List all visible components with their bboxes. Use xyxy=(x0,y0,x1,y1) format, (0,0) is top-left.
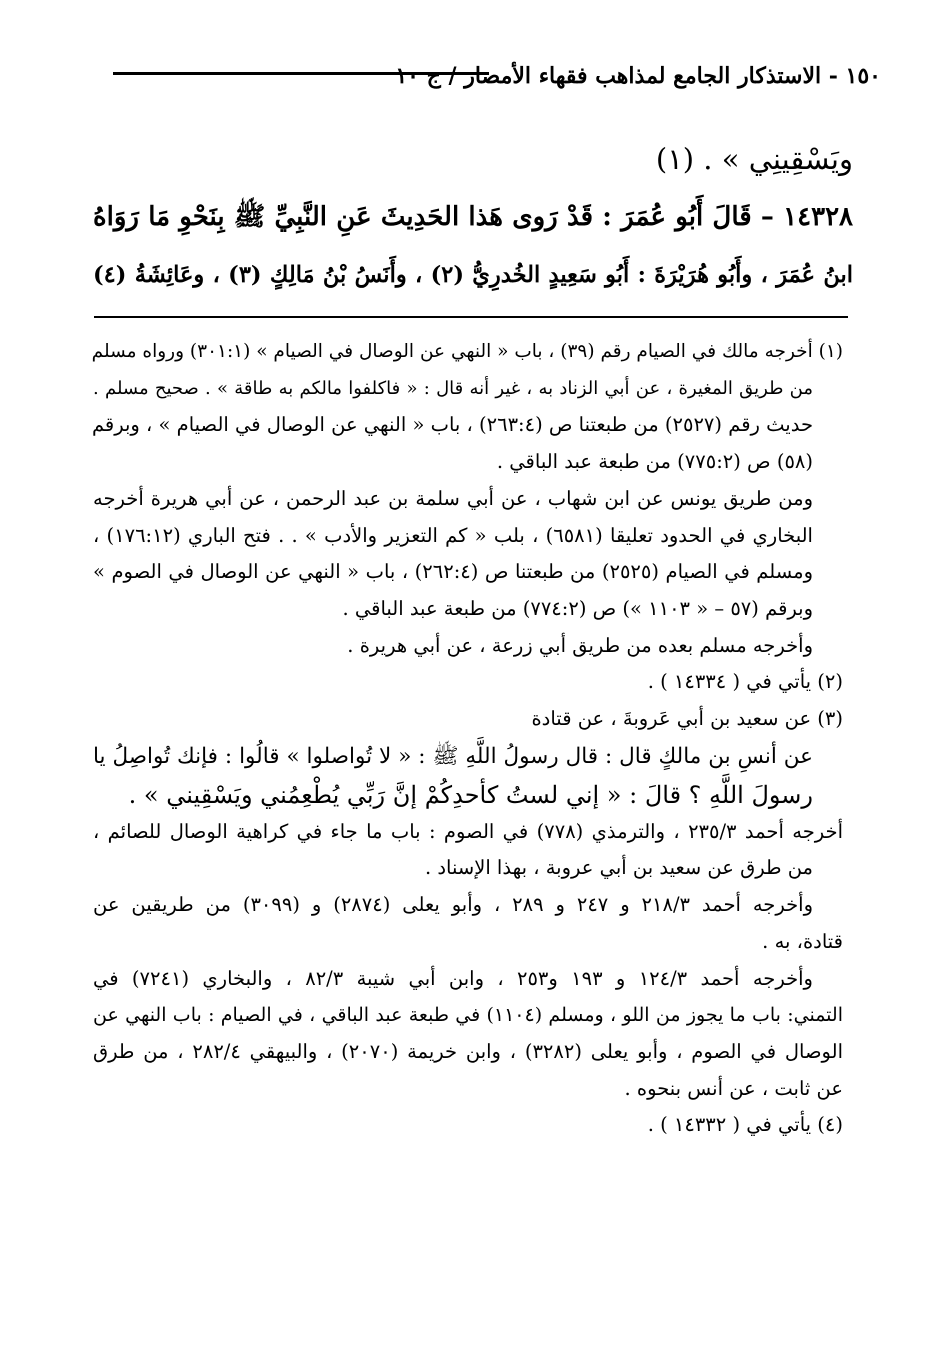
header-rule xyxy=(113,72,489,75)
main-line-1: ويَسْقِينِي » . (١) xyxy=(655,142,853,176)
footnote-3-line: وأخرجه أحمد ٢١٨/٣ و ٢٤٧ و ٢٨٩ ، وأبو يعلى (٢٨٧٤) و (٣٠٩٩) من طريقين عن xyxy=(93,893,813,917)
footnote-1-line: من طريق المغيرة ، عن أبي الزناد به ، غير أنه قال : « فاكلفوا مالكم به طاقة » . صحيح مسلم . xyxy=(93,377,813,399)
footnote-3-line: عن ثابت ، عن أنس بنحوه . xyxy=(624,1076,843,1100)
footnote-1-line: (١) أخرجه مالك في الصيام رقم (٣٩) ، باب « النهي عن الوصال في الصيام » (٣٠١:١) ورواه مسلم xyxy=(91,341,843,362)
footnote-1 xyxy=(93,334,843,664)
footnote-3-line: أخرجه أحمد ٢٣٥/٣ ، والترمذي (٧٧٨) في الصوم : باب ما جاء في كراهية الوصال للصائم ، xyxy=(93,819,843,843)
footnote-1-line: وأخرجه مسلم بعده من طريق أبي زرعة ، عن أبي هريرة . xyxy=(347,633,813,657)
main-line-3: ابنُ عُمَرَ ، وأَبُو هُرَيْرَةَ : أَبُو سَعِيدٍ الخُدرِيُّ (٢) ، وأَنَسُ بْنُ مَالِكٍ (٣) ، وعَائِشَةُ (٤) xyxy=(93,262,853,288)
footnote-3-quote-line: رسولَ اللَّهِ ؟ قالَ : « إني لستُ كأحدِكُمْ إنَّ رَبِّي يُطْعِمُني ويَسْقِيني » . xyxy=(128,780,813,809)
running-header xyxy=(81,58,881,94)
footnote-separator xyxy=(94,316,848,318)
footnote-1-line: ومن طريق يونس عن ابن شهاب ، عن أبي سلمة بن عبد الرحمن ، عن أبي هريرة أخرجه xyxy=(93,486,813,510)
footnote-1-line: البخاري في الحدود تعليقا (٦٥٨١) ، بلب « كم التعزير والأدب » . . فتح الباري (١٧٦:١٢) ، xyxy=(93,523,813,547)
footnote-3-line: قتادة، به . xyxy=(762,929,843,953)
footnote-3-line: وأخرجه أحمد ١٢٤/٣ و ١٩٣ و٢٥٣ ، وابن أبي شيبة ٨٢/٣ ، والبخاري (٧٢٤١) في xyxy=(93,966,813,990)
footnote-3-intro: (٣) عن سعيد بن أبي عَروبةَ ، عن قتادة xyxy=(531,707,843,731)
footnote-3-line: الوصال في الصوم ، وأبو يعلى (٣٢٨٢) ، وابن خريمة (٢٠٧٠) ، والبيهقي ٢٨٢/٤ ، من طرق xyxy=(93,1039,843,1063)
footnote-1-line: (٥٨) ص (٧٧٥:٢) من طبعة عبد الباقي . xyxy=(496,450,813,474)
main-line-2: ١٤٣٢٨ – قَالَ أَبُو عُمَرَ : قَدْ رَوى هَذا الحَدِيثَ عَنِ النَّبِيِّ ﷺ بِنَحْوِ مَا رَوَاهُ xyxy=(93,202,853,232)
footnote-2: (٢) يأتي في ( ١٤٣٣٤ ) . xyxy=(647,670,843,694)
footnote-3-quote-line: عن أنسِ بن مالكٍ قال : قال رسولُ اللَّهِ ﷺ : « لا تُواصلوا » قالُوا : فإنك تُواصِلُ يا xyxy=(93,743,813,769)
footnote-1-line: وبرقم (٥٧ – « ١١٠٣ ») ص (٧٧٤:٢) من طبعة عبد الباقي . xyxy=(342,596,813,620)
footnote-3-line: من طرق عن سعيد بن أبي عروبة ، بهذا الإسناد . xyxy=(424,856,813,880)
header-title: ١٥٠ - الاستذكار الجامع لمذاهب فقهاء الأمصار / ج ١٠ xyxy=(395,63,881,89)
footnote-3-line: التمني: باب ما يجوز من اللو ، ومسلم (١١٠٤) في طبعة عبد الباقي ، في الصيام : باب النهي عن xyxy=(93,1004,843,1027)
footnote-1-line: ومسلم في الصيام (٢٥٢٥) من طبعتنا ص (٢٦٢:٤) ، باب « النهي عن الوصال في الصوم » xyxy=(93,560,813,584)
footnote-1-line: حديث رقم (٢٥٢٧) من طبعتنا ص (٢٦٣:٤) ، باب « النهي عن الوصال في الصيام » ، وبرقم xyxy=(91,413,813,437)
main-text xyxy=(93,130,853,304)
footnote-4: (٤) يأتي في ( ١٤٣٣٢ ) . xyxy=(647,1113,843,1137)
footnote-3 xyxy=(93,701,843,1107)
footnotes xyxy=(93,334,843,1144)
